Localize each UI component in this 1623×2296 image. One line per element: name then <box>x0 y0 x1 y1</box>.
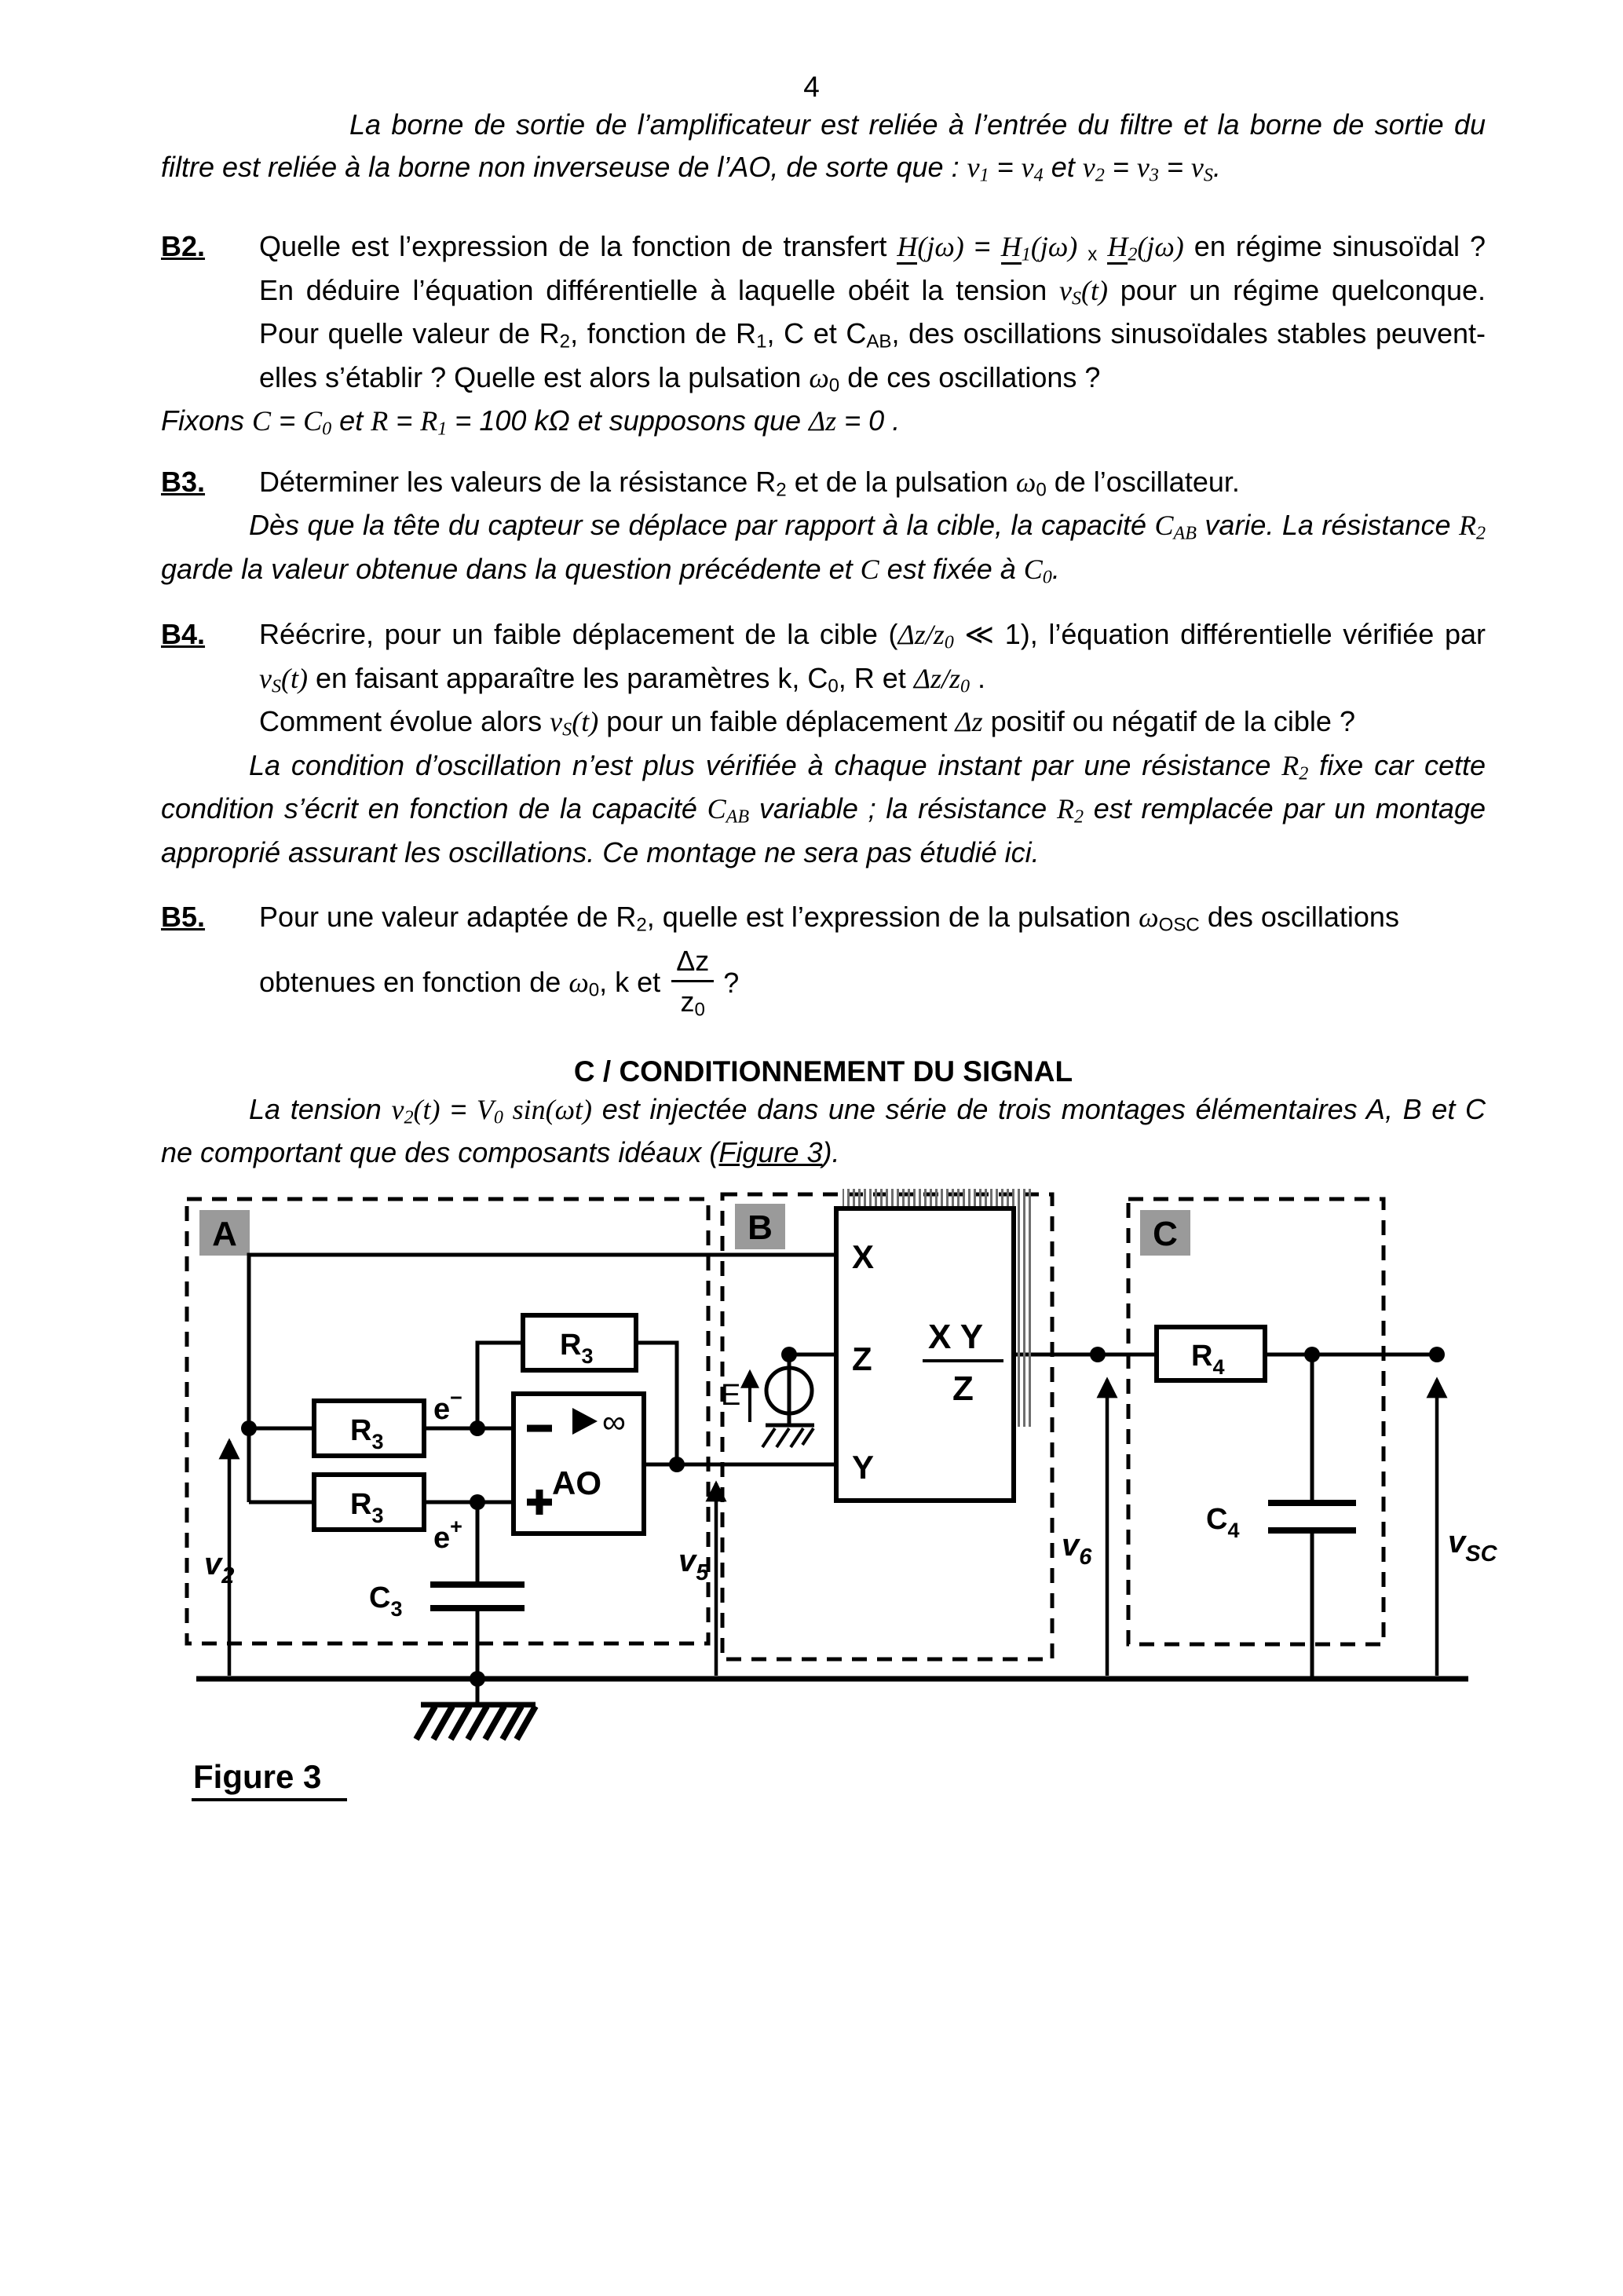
multiplier-z-input-label: Z <box>852 1340 872 1378</box>
question-b4-label: B4. <box>161 618 206 651</box>
multiplier-y-input-label: Y <box>852 1449 875 1486</box>
ao-infinity-label: ∞ <box>602 1403 626 1441</box>
page-number: 4 <box>803 71 820 103</box>
text-column <box>161 104 1497 1816</box>
svg-text:X Y: X Y <box>928 1318 984 1357</box>
figure-caption <box>192 1758 347 1800</box>
question-b5-text: Pour une valeur adaptée de R2, quelle est l’expression de la pulsation ωOSC des oscillations <box>259 900 1399 936</box>
condition-paragraph: La condition d’oscillation n’est plus vérifiée à chaque instant par une résistance R2 fixe car cette condition s’écrit en fonction de la capacité CAB variable ; la résistance R2 est remplacée par un montage approprié assurant les oscillations. Ce montage ne sera pas étudié ici. <box>161 748 1486 868</box>
intro-paragraph: La borne de sortie de l’amplificateur est reliée à l’entrée du filtre et la borne de sortie du filtre est reliée à la borne non inverseuse de l’AO, de sorte que : v1 = v4 et v2 = v3 = vS. <box>161 108 1486 186</box>
v2-label: $v_2$ <box>204 1547 235 1589</box>
figure-3-schematic <box>181 1188 1515 1816</box>
des-que-paragraph: Dès que la tête du capteur se déplace par rapport à la cible, la capacité CAB varie. La résistance R2 garde la valeur obtenue dans la question précédente et C est fixée à C0. <box>161 509 1486 588</box>
multiplier-hatch-top <box>843 1189 1034 1208</box>
svg-text:Z: Z <box>952 1369 974 1409</box>
svg-text:C3: $C_3$ <box>369 1581 403 1621</box>
svg-text:R3: $R_3$ <box>350 1414 384 1454</box>
svg-text:C4: $C_4$ <box>1206 1503 1240 1543</box>
svg-text:Figure 3: Figure 3 <box>193 1758 322 1796</box>
question-b4-text: Réécrire, pour un faible déplacement de la cible (Δz/z0 ≪ 1), l’équation différentielle vérifiée par vS(t) en faisant apparaître les paramètres k, C0, R et Δz/z0 . <box>259 618 1486 697</box>
question-b3-text: Déterminer les valeurs de la résistance R2 et de la pulsation ω0 de l’oscillateur. <box>259 465 1240 501</box>
block-b-tag <box>735 1204 785 1249</box>
resistor-r3-feedback <box>523 1315 636 1370</box>
svg-text:C: C <box>1153 1215 1178 1254</box>
vsc-label: $v_{SC}$ <box>1448 1525 1497 1567</box>
question-b2 <box>161 225 1486 400</box>
block-a-tag <box>199 1210 250 1256</box>
question-b3 <box>161 461 1486 504</box>
svg-text:B: B <box>748 1208 773 1248</box>
multiplier-x-input-label: X <box>852 1238 875 1276</box>
delta-z-fraction <box>671 944 714 1022</box>
source-e <box>721 1368 814 1447</box>
source-e-label: E <box>721 1379 741 1413</box>
ao-label: AO <box>552 1464 601 1502</box>
question-b5-text-2-lead: obtenues en fonction de ω0, k et <box>259 966 661 1001</box>
multiplier-hatch-right <box>1014 1208 1034 1427</box>
svg-text:R3: $R_3$ <box>350 1488 384 1528</box>
v6-label: $v_6$ <box>1062 1528 1092 1570</box>
question-b5-tail: ? <box>723 966 740 999</box>
resistor-r4 <box>1157 1327 1265 1380</box>
e-minus-label: e− <box>433 1386 462 1427</box>
resistor-r3-top <box>314 1401 424 1456</box>
section-header: C / CONDITIONNEMENT DU SIGNAL <box>573 1055 1073 1088</box>
question-b4-body <box>259 613 1486 744</box>
question-b3-label: B3. <box>161 465 206 498</box>
block-c-border <box>1128 1199 1384 1644</box>
capacitor-c4 <box>1206 1503 1356 1542</box>
svg-text:R3: $R_3$ <box>560 1329 594 1369</box>
tension-paragraph: La tension v2(t) = V0 sin(ωt) est injectée dans une série de trois montages élémentaires A, B et C ne comportant que des composants idéaux (Figure 3). <box>161 1092 1486 1169</box>
fixons-paragraph: Fixons C = C0 et R = R1 = 100 kΩ et supposons que Δz = 0 . <box>161 404 901 440</box>
question-b2-text: Quelle est l’expression de la fonction de transfert H(jω) = H1(jω) x H2(jω) en régime sinusoïdal ? En déduire l’équation différentielle à laquelle obéit la tension vS(t) pour un régime quelconque. Pour quelle valeur de R2, fonction de R1, C et CAB, des oscillations sinusoïdales stables peuvent-elles s’établir ? Quelle est alors la pulsation ω0 de ces oscillations ? <box>259 230 1486 397</box>
question-b4 <box>161 613 1486 744</box>
question-b5-text-2 <box>259 939 1486 1026</box>
op-amp <box>514 1394 644 1534</box>
svg-text:A: A <box>212 1215 237 1254</box>
figure-3 <box>181 1188 1515 1816</box>
question-b5 <box>161 896 1486 1027</box>
question-b4-text-2: Comment évolue alors vS(t) pour un faible déplacement Δz positif ou négatif de la cible ? <box>259 705 1355 740</box>
block-c-tag <box>1140 1210 1190 1256</box>
multiplier-block <box>836 1189 1034 1501</box>
resistor-r3-bottom <box>314 1475 424 1530</box>
fraction-denominator: z0 <box>680 985 705 1021</box>
ground-icon <box>416 1705 536 1739</box>
v5-label: $v_5$ <box>678 1544 709 1586</box>
e-plus-label: e+ <box>433 1515 462 1556</box>
capacitor-c3 <box>369 1581 525 1621</box>
fraction-numerator: Δz <box>671 944 714 982</box>
question-b5-label: B5. <box>161 900 206 933</box>
svg-text:R4: $R_4$ <box>1191 1340 1225 1380</box>
question-b5-body <box>259 896 1486 1027</box>
question-b2-label: B2. <box>161 230 206 263</box>
